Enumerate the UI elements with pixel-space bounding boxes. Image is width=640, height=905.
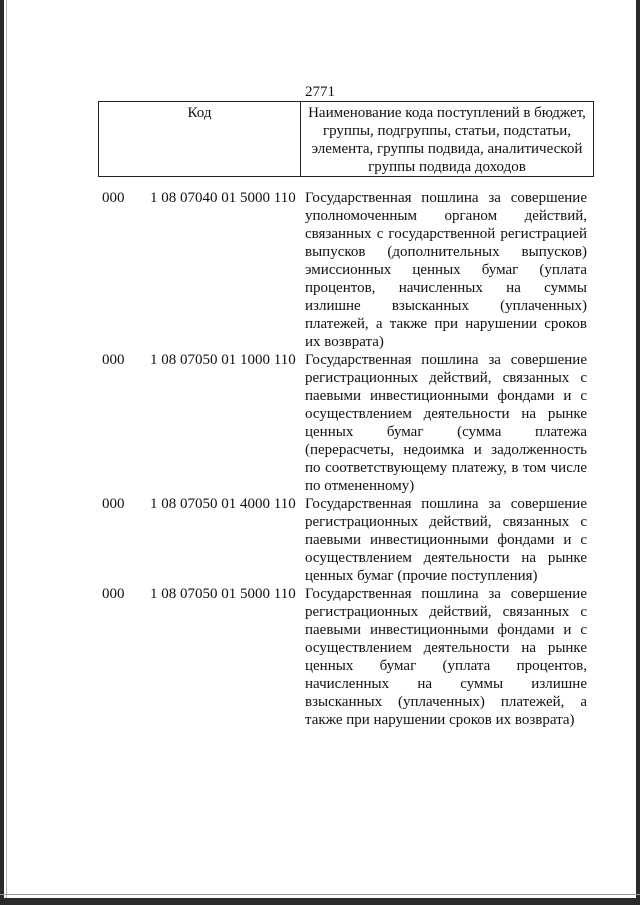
- table-header: [98, 101, 594, 177]
- admin-code: 000: [102, 352, 125, 368]
- column-header-name: Наименование кода поступлений в бюджет, группы, подгруппы, статьи, подстатьи, элемента, группы подвида, аналитической группы подвида доходов: [301, 102, 594, 177]
- admin-code: 000: [102, 190, 125, 206]
- admin-code: 000: [102, 496, 125, 512]
- table-row: [102, 585, 592, 729]
- budget-classification-code: 1 08 07050 01 1000 110: [150, 352, 296, 368]
- table-row: [102, 189, 592, 351]
- page-number: 2771: [305, 84, 335, 100]
- scan-edge-bottom-line: [0, 894, 640, 895]
- budget-classification-code: 1 08 07050 01 5000 110: [150, 586, 296, 602]
- scan-edge-right: [636, 0, 640, 905]
- table-row: [102, 495, 592, 585]
- income-description: Государственная пошлина за совершение уполномоченным органом действий, связанных с государственной регистрацией выпусков (дополнительных выпусков) эмиссионных ценных бумаг (уплата процентов, начисленных на суммы излишне взысканных (уплаченных) платежей, а также при нарушении сроков их возврата): [305, 190, 587, 350]
- table-row: [102, 351, 592, 495]
- income-code-list: [102, 189, 592, 729]
- scan-edge-left-line: [6, 0, 7, 905]
- income-description: Государственная пошлина за совершение регистрационных действий, связанных с паевыми инвестиционными фондами и с осуществлением деятельности на рынке ценных бумаг (сумма платежа (перерасчеты, недоимка и задолженность по соответствующему платежу, в том числе по отмененному): [305, 352, 587, 494]
- column-header-code: Код: [99, 102, 301, 177]
- scan-edge-left: [0, 0, 4, 905]
- budget-classification-code: 1 08 07040 01 5000 110: [150, 190, 296, 206]
- budget-classification-code: 1 08 07050 01 4000 110: [150, 496, 296, 512]
- admin-code: 000: [102, 586, 125, 602]
- scan-edge-bottom: [0, 898, 640, 905]
- income-description: Государственная пошлина за совершение регистрационных действий, связанных с паевыми инвестиционными фондами и с осуществлением деятельности на рынке ценных бумаг (прочие поступления): [305, 496, 587, 584]
- income-description: Государственная пошлина за совершение регистрационных действий, связанных с паевыми инвестиционными фондами и с осуществлением деятельности на рынке ценных бумаг (уплата процентов, начисленных на суммы излишне взысканных (уплаченных) платежей, а также при нарушении сроков их возврата): [305, 586, 587, 728]
